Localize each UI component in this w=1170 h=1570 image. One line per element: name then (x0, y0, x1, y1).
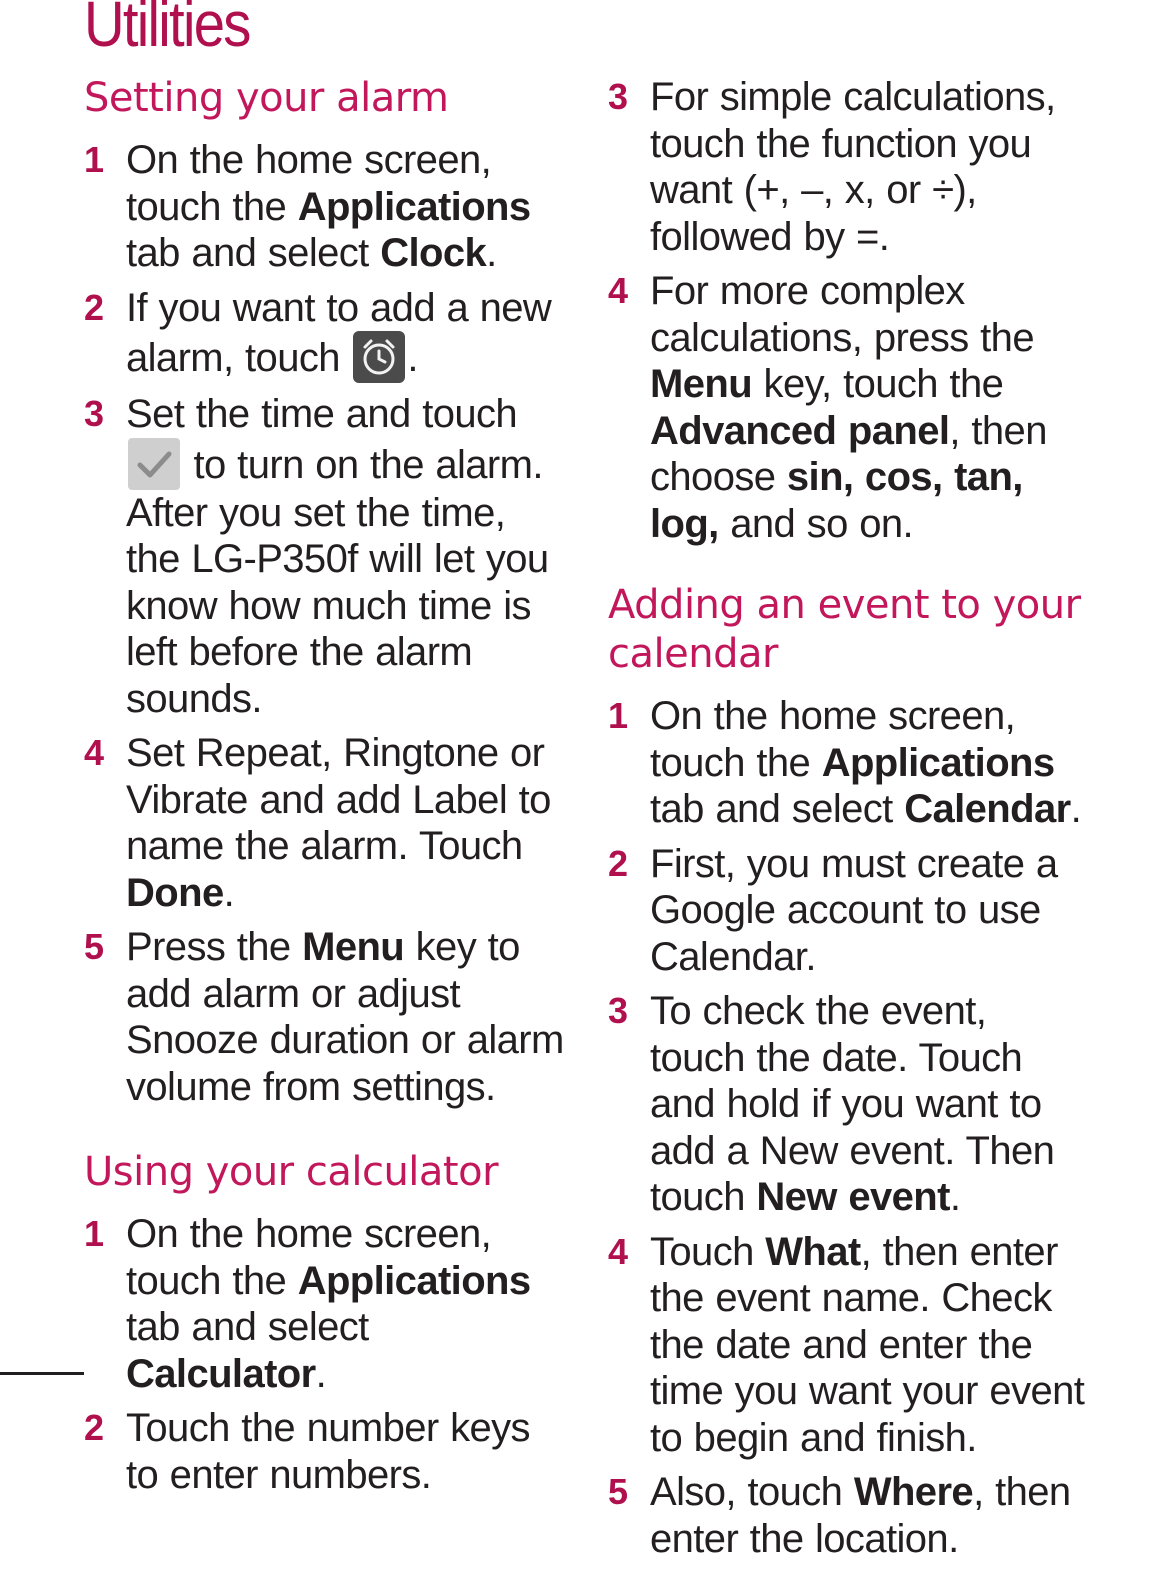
step-number: 2 (608, 842, 629, 884)
alarm-clock-icon (353, 331, 405, 383)
step-text: Set Repeat, Ringtone or Vibrate and add Label to name the alarm. Touch Done. (126, 731, 551, 915)
calculator-section-title: Using your calculator (84, 1149, 499, 1195)
footer-rule (0, 1372, 84, 1375)
page-title: Utilities (84, 0, 250, 60)
left-column (84, 74, 564, 1506)
step-text: To check the event, touch the date. Touch and hold if you want to add a New event. Then touch New event. (650, 989, 1055, 1219)
step-number: 3 (608, 990, 629, 1031)
calendar-step-1 (608, 693, 1088, 833)
alarm-step-3 (84, 391, 564, 722)
step-number: 4 (84, 732, 105, 773)
step-number: 5 (608, 1471, 629, 1512)
alarm-section-title: Setting your alarm (84, 75, 449, 121)
calculator-section-continued (608, 74, 1088, 547)
step-number: 3 (608, 76, 629, 117)
step-text: For more complex calculations, press the Menu key, touch the Advanced panel, then choose sin, cos, tan, log, and so on. (650, 269, 1047, 546)
step-number: 4 (608, 270, 629, 311)
calendar-steps (608, 693, 1088, 1562)
step-text: Touch What, then enter the event name. Check the date and enter the time you want your event to begin and finish. (650, 1229, 1085, 1460)
step-number: 1 (84, 1213, 105, 1254)
calculator-step-1 (84, 1211, 564, 1397)
calculator-step-3 (608, 74, 1088, 260)
calendar-section (608, 581, 1088, 1562)
step-text: On the home screen, touch the Applications tab and select Calendar. (650, 694, 1082, 831)
right-column (608, 74, 1088, 1570)
step-text: For simple calculations, touch the function you want (+, –, x, or ÷), followed by =. (650, 75, 1056, 259)
step-text: On the home screen, touch the Applications tab and select Calculator. (126, 1212, 531, 1396)
calendar-step-3 (608, 988, 1088, 1221)
alarm-section (84, 74, 564, 1110)
calculator-step-2 (84, 1405, 564, 1498)
step-number: 2 (84, 286, 105, 328)
alarm-step-5 (84, 924, 564, 1110)
alarm-steps (84, 137, 564, 1110)
step-text: First, you must create a Google account to use Calendar. (650, 841, 1058, 979)
calculator-steps (84, 1211, 564, 1498)
alarm-step-2 (84, 285, 564, 384)
calendar-step-5 (608, 1469, 1088, 1562)
step-text: Touch the number keys to enter numbers. (126, 1406, 530, 1497)
alarm-step-4 (84, 730, 564, 916)
step-text: On the home screen, touch the Applications tab and select Clock. (126, 138, 531, 275)
step-number: 1 (608, 695, 629, 736)
calendar-step-4 (608, 1229, 1088, 1462)
step-text: If you want to add a new alarm, touch . (126, 285, 564, 384)
calendar-step-2 (608, 841, 1088, 981)
step-number: 1 (84, 139, 105, 180)
calculator-steps-continued (608, 74, 1088, 547)
step-text: Press the Menu key to add alarm or adjust Snooze duration or alarm volume from settings. (126, 925, 564, 1109)
step-number: 3 (84, 393, 105, 434)
calculator-step-4 (608, 268, 1088, 547)
step-number: 2 (84, 1407, 105, 1448)
step-number: 5 (84, 926, 105, 967)
step-number: 4 (608, 1230, 629, 1272)
checkmark-icon (128, 438, 180, 490)
alarm-step-1 (84, 137, 564, 277)
calculator-section (84, 1148, 564, 1498)
calendar-section-title: Adding an event to your calendar (608, 582, 1081, 677)
step-text: Set the time and touch to turn on the alarm. After you set the time, the LG-P350f will let you know how much time is left before the alarm sounds. (126, 392, 549, 721)
step-text: Also, touch Where, then enter the location. (650, 1470, 1071, 1561)
